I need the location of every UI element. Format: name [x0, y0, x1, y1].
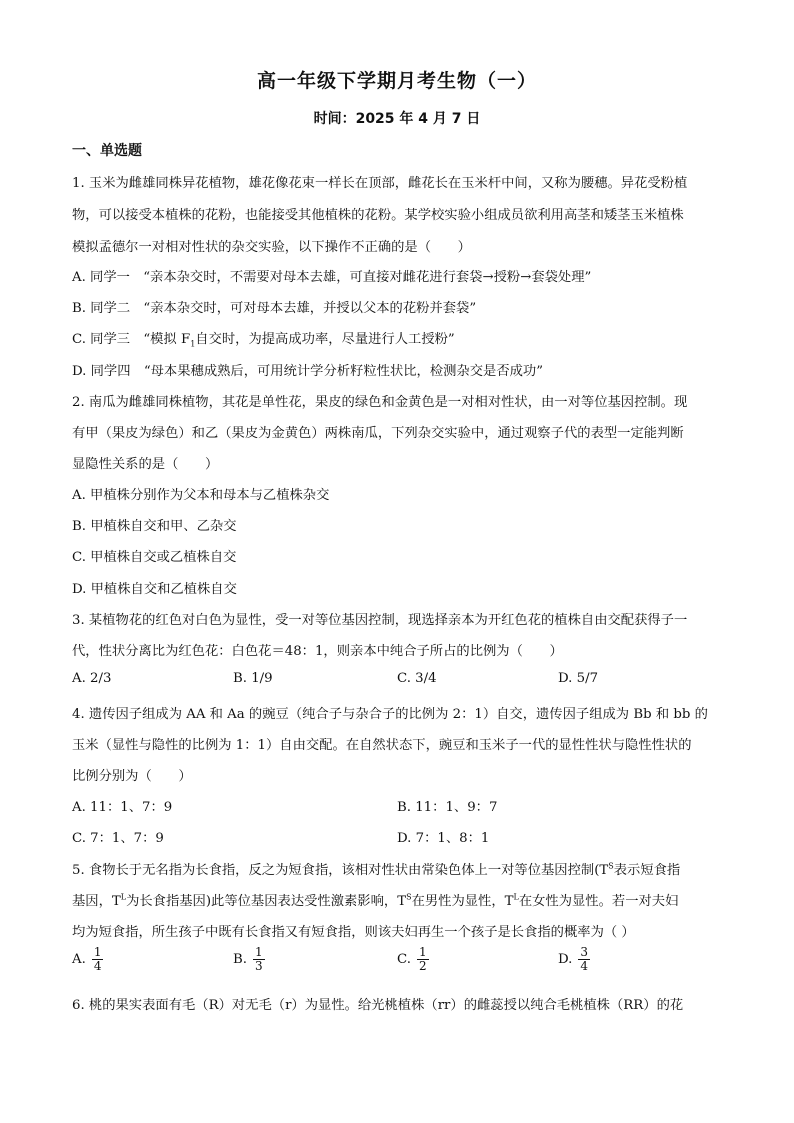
fraction: $\frac{3}{4}$	[580, 945, 589, 973]
subscript: 1	[190, 339, 196, 349]
question-2-option-d: D. 甲植株自交和乙植株自交	[72, 582, 237, 597]
question-5-line-3: 均为短食指，所生孩子中既有长食指又有短食指，则该夫妇再生一个孩子是长食指的概率为（ ）	[72, 925, 635, 940]
question-3-option-d: D. 5/7	[558, 671, 599, 686]
question-1-line-2: 物，可以接受本植株的花粉，也能接受其他植株的花粉。某学校实验小组成员欲利用高茎和矮茎玉米植株	[72, 208, 684, 223]
page-title: 高一年级下学期月考生物（一）	[256, 70, 537, 92]
question-4-line-1: 4. 遗传因子组成为 AA 和 Aa 的豌豆（纯合子与杂合子的比例为 2：1）自交，遗传因子组成为 Bb 和 bb 的	[72, 707, 708, 722]
question-4-option-d: D. 7：1、8：1	[397, 831, 490, 846]
question-2-option-b: B. 甲植株自交和甲、乙杂交	[72, 519, 237, 534]
question-5-option-d: D. $\frac{3}{4}$	[558, 945, 589, 973]
question-5-line-1: 5. 食物长于无名指为长食指，反之为短食指，该相对性状由常染色体上一对等位基因控制($T^S$表示短食指	[72, 861, 681, 878]
fraction: $\frac{1}{3}$	[255, 945, 263, 973]
question-2-option-a: A. 甲植株分别作为父本和母本与乙植株杂交	[72, 488, 330, 503]
question-6-line-1: 6. 桃的果实表面有毛（R）对无毛（r）为显性。给光桃植株（rr）的雌蕊授以纯合毛桃植株（RR）的花	[72, 998, 684, 1013]
question-4-line-2: 玉米（显性与隐性的比例为 1：1）自由交配。在自然状态下，豌豆和玉米子一代的显性性状与隐性性状的	[72, 738, 692, 753]
question-2-option-c: C. 甲植株自交或乙植株自交	[72, 550, 237, 565]
question-2-line-3: 显隐性关系的是（ ）	[72, 457, 219, 472]
question-5-option-c: C. $\frac{1}{2}$	[397, 945, 427, 973]
question-1-option-c: C. 同学三 “模拟 $F_1$自交时，为提高成功率，尽量进行人工授粉”	[72, 332, 455, 349]
question-5-line-2: 基因，$T^L$为长食指基因)此等位基因表达受性激素影响，$T^S$在男性为显性，$T^L$在女性为显性。若一对夫妇	[72, 892, 679, 909]
question-3-option-b: B. 1/9	[233, 671, 273, 686]
question-2-line-2: 有甲（果皮为绿色）和乙（果皮为金黄色）两株南瓜，下列杂交实验中，通过观察子代的表型一定能判断	[72, 426, 684, 441]
question-1-line-1: 1. 玉米为雌雄同株异花植物，雄花像花束一样长在顶部，雌花长在玉米杆中间，又称为腰穗。异花受粉植	[72, 176, 688, 191]
question-5-option-a: A. $\frac{1}{4}$	[72, 945, 102, 973]
question-2-line-1: 2. 南瓜为雌雄同株植物，其花是单性花，果皮的绿色和金黄色是一对相对性状，由一对等位基因控制。现	[72, 395, 688, 410]
question-4-option-b: B. 11：1、9：7	[397, 800, 498, 815]
question-3-line-2: 代，性状分离比为红色花：白色花＝48：1，则亲本中纯合子所占的比例为（ ）	[72, 644, 563, 659]
question-1-option-b: B. 同学二 “亲本杂交时，可对母本去雄，并授以父本的花粉并套袋”	[72, 301, 477, 316]
question-5-option-b: B. $\frac{1}{3}$	[233, 945, 263, 973]
question-3-option-a: A. 2/3	[72, 671, 112, 686]
question-1-line-3: 模拟孟德尔一对相对性状的杂交实验，以下操作不正确的是（ ）	[72, 240, 471, 255]
section-heading: 一、单选题	[72, 143, 142, 159]
question-3-line-1: 3. 某植物花的红色对白色为显性，受一对等位基因控制，现选择亲本为开红色花的植株自由交配获得子一	[72, 613, 688, 628]
question-4-option-a: A. 11：1、7：9	[72, 800, 173, 815]
question-1-option-a: A. 同学一 “亲本杂交时，不需要对母本去雄，可直接对雌花进行套袋→授粉→套袋处理”	[72, 270, 592, 285]
question-4-line-3: 比例分别为（ ）	[72, 769, 192, 784]
fraction: $\frac{1}{4}$	[93, 945, 102, 973]
question-3-option-c: C. 3/4	[397, 671, 437, 686]
question-4-option-c: C. 7：1、7：9	[72, 831, 164, 846]
question-1-option-d: D. 同学四 “母本果穗成熟后，可用统计学分析籽粒性状比，检测杂交是否成功”	[72, 364, 544, 379]
exam-date: 时间：2025 年 4 月 7 日	[313, 111, 481, 127]
fraction: $\frac{1}{2}$	[418, 945, 427, 973]
